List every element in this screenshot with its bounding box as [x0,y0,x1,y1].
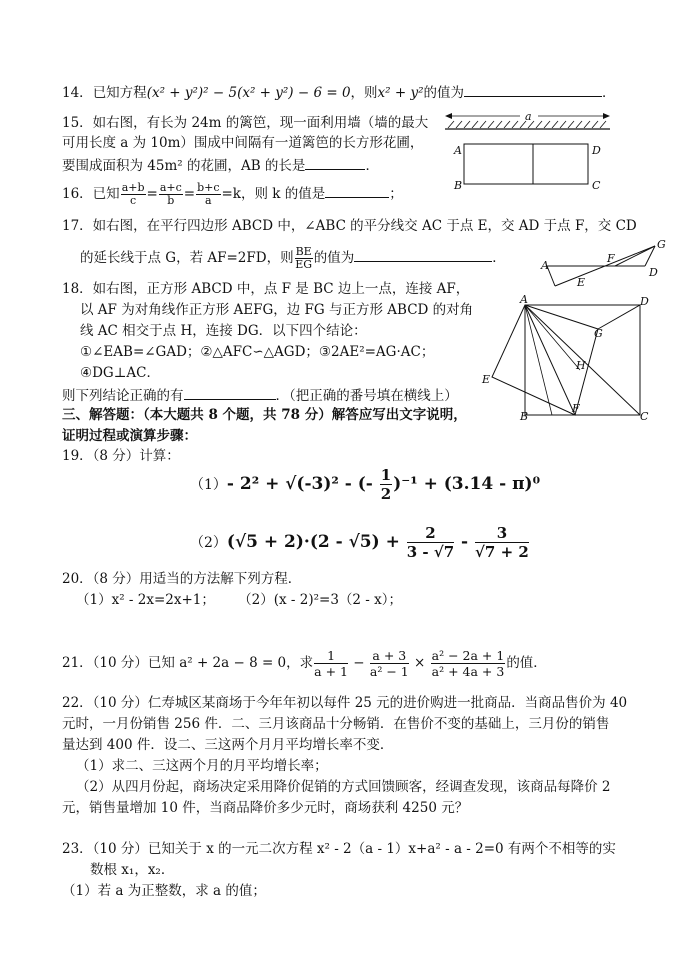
fraction: $\frac{a+b}{c}$ [121,181,145,207]
punctuation: ． [365,158,379,174]
question-number: 14． [62,85,93,101]
label-B: B [454,179,463,192]
question-22-part-1 [62,757,328,776]
question-15-line-1: 15．如右图，有长为 24m 的篱笆，现一面利用墙（墙的最大 [62,115,429,131]
question-text: 的值为 [423,85,465,101]
fraction: $\frac{BE}{EG}$ [295,245,313,271]
question-text: 的延长线于点 G，若 AF=2FD，则 [80,250,294,266]
label-D: D [640,295,649,308]
punctuation: ． [492,250,506,266]
fraction: $\frac{b+c}{a}$ [197,181,220,207]
answer-blank [305,155,365,170]
part-text: （2）从四月份起，商场决定采用降价促销的方式回馈顾客，经调查发现，该商品每降价 2 [76,779,611,795]
parallelogram-figure [535,236,675,296]
label-C: C [592,179,601,192]
question-text: 要围成面积为 45m² 的花圃，AB 的长是 [62,158,306,174]
question-text: ，则 [350,85,378,101]
fraction: $\frac{1}{2}$ [380,466,392,503]
operator: × [409,655,430,671]
section-heading: 三、解答题：（本大题共 8 个题，共 78 分）解答应写出文字说明， [62,407,467,423]
question-19-head: 19．（8 分）计算： [62,448,180,464]
question-text: 16．已知 [62,186,120,202]
question-text: 线 AC 相交于点 H，连接 DG．以下四个结论： [80,323,367,339]
fraction: $\frac{a+c}{b}$ [159,181,182,207]
question-18-line-2 [62,301,473,320]
question-21 [62,648,547,679]
question-text: 以 AF 为对角线作正方形 AEFG，边 FG 与正方形 ABCD 的对角 [80,302,474,318]
part-2: （2）(x - 2)²=3（2 - x）； [244,592,403,608]
label-G: G [657,238,666,251]
label-H: H [576,359,586,372]
question-22-part-2-cont: 元，销售量增加 10 件，当商品降价多少元时，商场获利 4250 元？ [62,800,469,816]
question-20-parts [62,591,402,610]
label-A: A [454,144,462,157]
question-18-line-4 [62,343,434,362]
fraction: $\frac{2}{3 - √7}$ [406,524,455,561]
fraction: $\frac{a + 3}{\text{a² − 1}}$ [369,648,409,679]
question-text: =k，则 k 的值是 [221,186,326,202]
section-heading-line-2: 证明过程或演算步骤： [62,428,197,444]
question-23-part-1: （1）若 a 为正整数，求 a 的值； [62,883,266,899]
question-18-line-5 [62,364,160,383]
question-19-part-2 [190,524,530,561]
question-22-part-2 [62,778,610,797]
operator: − [348,655,369,671]
punctuation: ； [389,186,403,202]
answer-blank [184,385,276,400]
question-23-line-2 [62,861,174,880]
question-18-line-3 [62,322,367,341]
label-a: a [525,110,532,123]
answer-blank [354,247,492,262]
square-figure [480,295,655,425]
part-label: （1） [190,477,227,493]
expression: (√5 + 2)·(2 - √5) + [226,532,406,552]
fraction: $\frac{1}{a + 1}$ [314,648,348,679]
label-D: D [592,144,601,157]
conclusions: ④DG⊥AC． [80,365,160,381]
part-1: （1）x² - 2x=2x+1； [76,592,215,608]
label-C: C [640,410,649,423]
part-text: （1）求二、三这两个月的月平均增长率； [76,758,328,774]
label-E: E [482,373,491,386]
question-text: ．（把正确的番号填在横线上） [275,388,458,404]
question-16: 16．已知 $\frac{a+b}{c}$ = $\frac{a+c}{b}$ = $\frac{b+c}{a}$ =k，则 k 的值是 ； [62,181,403,207]
question-22-line-1: 22．（10 分）仁寿城区某商场于今年年初以每件 25 元的进价购进一批商品．当商品售价为 40 [62,695,628,711]
question-text: 的值． [506,655,547,671]
question-19-part-1 [190,466,540,503]
answer-blank [464,82,602,97]
question-15-line-3 [62,155,379,176]
question-23-line-1: 23．（10 分）已知关于 x 的一元二次方程 x² - 2（a - 1）x+a² - a - 2=0 有两个不相等的实 [62,841,616,857]
answer-blank [325,183,389,198]
label-A: A [541,259,549,272]
label-A: A [520,293,528,306]
conclusions: ①∠EAB=∠GAD；②△AFC∽△AGD；③2AE²=AG·AC； [80,344,435,360]
equation: (x² + y²)² − 5(x² + y²) − 6 = 0 [146,85,351,101]
label-F: F [572,402,580,415]
fraction: $\frac{\text{a² − 2a + 1}}{\text{a² + 4a + 3}}$ [431,648,505,679]
label-G: G [594,327,603,340]
question-17-line-2 [62,246,506,271]
label-F: F [607,252,615,265]
question-text: 已知方程 [92,85,147,101]
fraction: $\frac{3}{√7 + 2}$ [475,524,529,561]
question-17-line-1: 17．如右图，在平行四边形 ABCD 中，∠ABC 的平分线交 AC 于点 E，交 AD 于点 F，交 CD [62,218,637,234]
question-18-line-6 [62,385,458,406]
expression: x² + y² [377,85,424,101]
question-14 [62,82,616,103]
label-B: B [520,410,529,423]
part-label: （2） [190,535,227,551]
question-text: 的值为 [313,250,355,266]
question-22-line-2: 元时，一月份销售 256 件．二、三月该商品十分畅销．在售价不变的基础上，三月份的销售 [62,716,610,732]
label-D: D [649,266,658,279]
question-18-line-1: 18．如右图，正方形 ABCD 中，点 F 是 BC 边上一点，连接 AF， [62,281,470,297]
question-text: 21．（10 分）已知 a² + 2a − 8 = 0，求 [62,655,314,671]
expression: - 2² + √(-3)² - (- [226,474,379,494]
question-text: 数根 x₁，x₂． [90,862,175,878]
punctuation: ． [602,85,616,101]
question-15-line-2: 可用长度 a 为 10m）围成中间隔有一道篱笆的长方形花圃， [62,135,424,151]
fence-figure [440,106,615,196]
label-E: E [577,276,586,289]
question-20-head: 20．（8 分）用适当的方法解下列方程． [62,571,302,587]
question-text: 则下列结论正确的有 [62,388,184,404]
question-22-line-3: 量达到 400 件．设二、三这两个月月平均增长率不变． [62,737,394,753]
expression: )⁻¹ + (3.14 - π)⁰ [393,474,541,494]
operator: - [455,532,475,552]
